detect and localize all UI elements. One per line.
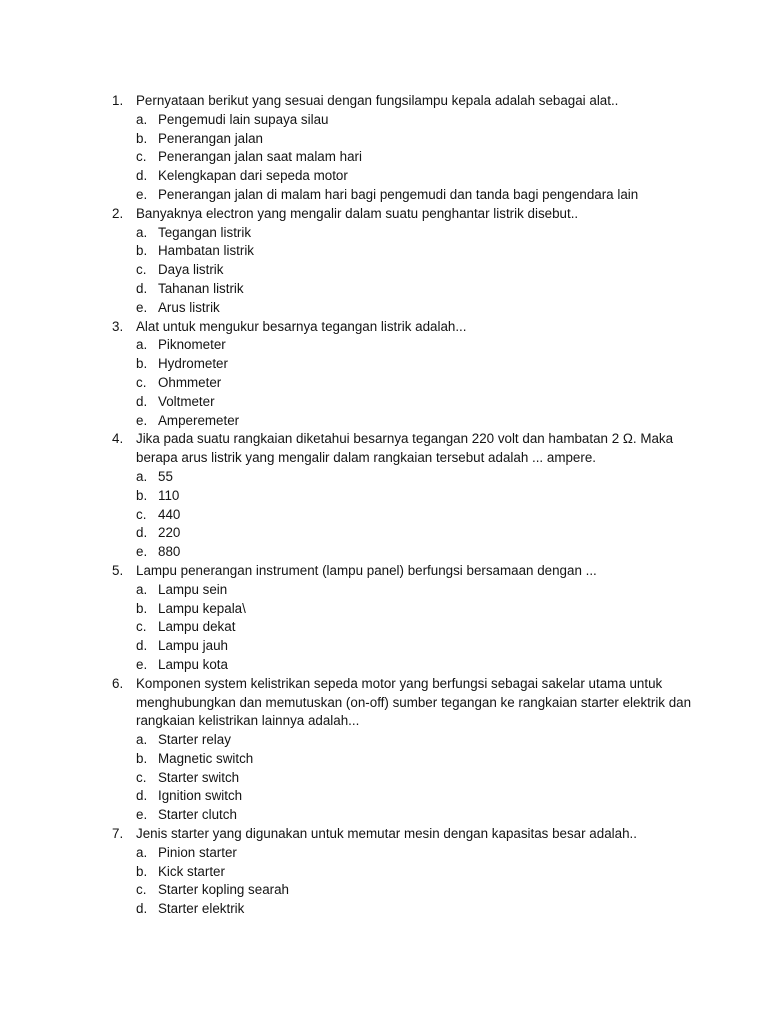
option-text: Tegangan listrik (158, 224, 252, 240)
option-letter: b. (136, 487, 148, 503)
option-text: Kick starter (158, 863, 225, 879)
question-number: 2. (112, 205, 124, 221)
answer-option (0, 487, 768, 506)
option-text: 440 (158, 506, 181, 522)
question-number: 3. (112, 318, 124, 334)
answer-option (0, 581, 768, 600)
answer-option (0, 600, 768, 619)
option-text: Penerangan jalan saat malam hari (158, 149, 362, 165)
question-line (0, 92, 768, 111)
question-item (0, 562, 768, 675)
option-letter: a. (136, 732, 148, 748)
question-text: menghubungkan dan memutuskan (on-off) sumber tegangan ke rangkaian starter elektrik dan (136, 694, 692, 710)
answer-option (0, 543, 768, 562)
option-text: Daya listrik (158, 262, 224, 278)
answer-option (0, 806, 768, 825)
answer-option (0, 261, 768, 280)
question-text: rangkaian kelistrikan lainnya adalah... (136, 713, 360, 729)
question-text: berapa arus listrik yang mengalir dalam rangkaian tersebut adalah ... ampere. (136, 450, 596, 466)
question-number: 4. (112, 431, 124, 447)
option-text: Hambatan listrik (158, 243, 254, 259)
answer-option (0, 412, 768, 431)
answer-option (0, 355, 768, 374)
option-text: Ignition switch (158, 788, 243, 804)
question-text: Komponen system kelistrikan sepeda motor yang berfungsi sebagai sakelar utama untuk (136, 675, 663, 691)
question-line (0, 712, 768, 731)
option-letter: a. (136, 111, 148, 127)
question-text: Jika pada suatu rangkaian diketahui besarnya tegangan 220 volt dan hambatan 2 Ω. Maka (136, 431, 674, 447)
answer-option (0, 280, 768, 299)
option-text: 110 (158, 487, 180, 503)
answer-option (0, 242, 768, 261)
option-letter: c. (136, 769, 147, 785)
option-letter: b. (136, 130, 148, 146)
question-text: Banyaknya electron yang mengalir dalam suatu penghantar listrik disebut.. (136, 205, 579, 221)
question-sheet (0, 92, 768, 919)
option-text: Pinion starter (158, 844, 237, 860)
answer-option (0, 148, 768, 167)
answer-option (0, 637, 768, 656)
answer-option (0, 750, 768, 769)
option-letter: b. (136, 243, 148, 259)
option-letter: d. (136, 393, 148, 409)
answer-option (0, 618, 768, 637)
answer-option (0, 881, 768, 900)
option-letter: e. (136, 412, 148, 428)
option-text: Lampu dekat (158, 619, 236, 635)
option-letter: d. (136, 280, 148, 296)
option-letter: b. (136, 356, 148, 372)
answer-option (0, 731, 768, 750)
option-text: Lampu sein (158, 581, 228, 597)
option-text: Voltmeter (158, 393, 215, 409)
question-item (0, 825, 768, 919)
option-letter: e. (136, 186, 148, 202)
question-text: Lampu penerangan instrument (lampu panel) berfungsi bersamaan dengan ... (136, 562, 597, 578)
answer-option (0, 336, 768, 355)
option-text: 880 (158, 544, 181, 560)
answer-option (0, 656, 768, 675)
option-letter: c. (136, 149, 147, 165)
question-number: 6. (112, 675, 124, 691)
question-item (0, 92, 768, 205)
question-item (0, 430, 768, 562)
option-text: 55 (158, 468, 173, 484)
option-letter: a. (136, 468, 148, 484)
question-line (0, 825, 768, 844)
option-text: Piknometer (158, 337, 226, 353)
answer-option (0, 130, 768, 149)
question-text: Alat untuk mengukur besarnya tegangan listrik adalah... (136, 318, 467, 334)
option-letter: c. (136, 374, 147, 390)
option-letter: e. (136, 807, 148, 823)
option-letter: a. (136, 224, 148, 240)
answer-option (0, 787, 768, 806)
option-text: Starter clutch (158, 807, 237, 823)
answer-option (0, 299, 768, 318)
question-number: 5. (112, 562, 124, 578)
question-text: Pernyataan berikut yang sesuai dengan fungsilampu kepala adalah sebagai alat.. (136, 93, 619, 108)
option-text: Penerangan jalan (158, 130, 263, 146)
question-item (0, 205, 768, 318)
answer-option (0, 224, 768, 243)
answer-option (0, 863, 768, 882)
answer-option (0, 900, 768, 919)
question-line (0, 449, 768, 468)
answer-option (0, 167, 768, 186)
option-text: Starter kopling searah (158, 882, 290, 898)
answer-option (0, 468, 768, 487)
option-letter: d. (136, 168, 148, 184)
option-text: Lampu jauh (158, 638, 228, 654)
option-letter: e. (136, 299, 148, 315)
option-letter: c. (136, 506, 147, 522)
question-line (0, 675, 768, 694)
answer-option (0, 769, 768, 788)
option-text: Kelengkapan dari sepeda motor (158, 168, 348, 184)
option-letter: b. (136, 600, 148, 616)
question-number: 1. (112, 93, 124, 108)
answer-option (0, 111, 768, 130)
option-letter: a. (136, 844, 148, 860)
option-letter: d. (136, 525, 148, 541)
answer-option (0, 393, 768, 412)
question-number: 7. (112, 826, 124, 842)
option-letter: b. (136, 750, 148, 766)
option-letter: c. (136, 619, 147, 635)
option-text: Hydrometer (158, 356, 228, 372)
question-line (0, 694, 768, 713)
question-line (0, 562, 768, 581)
option-text: Lampu kepala\ (158, 600, 246, 616)
option-letter: c. (136, 262, 147, 278)
option-letter: a. (136, 581, 148, 597)
option-letter: e. (136, 544, 148, 560)
option-letter: e. (136, 656, 148, 672)
option-text: 220 (158, 525, 181, 541)
answer-option (0, 524, 768, 543)
option-letter: b. (136, 863, 148, 879)
question-item (0, 675, 768, 825)
option-letter: d. (136, 788, 148, 804)
question-text: Jenis starter yang digunakan untuk memutar mesin dengan kapasitas besar adalah.. (136, 826, 637, 842)
option-text: Arus listrik (158, 299, 220, 315)
option-letter: a. (136, 337, 148, 353)
option-text: Starter elektrik (158, 901, 245, 917)
option-letter: d. (136, 638, 148, 654)
option-letter: d. (136, 901, 148, 917)
option-text: Tahanan listrik (158, 280, 244, 296)
option-text: Magnetic switch (158, 750, 254, 766)
answer-option (0, 186, 768, 205)
option-text: Starter switch (158, 769, 240, 785)
question-line (0, 430, 768, 449)
option-text: Lampu kota (158, 656, 228, 672)
option-text: Starter relay (158, 732, 231, 748)
option-text: Penerangan jalan di malam hari bagi pengemudi dan tanda bagi pengendara lain (158, 186, 639, 202)
question-line (0, 318, 768, 337)
question-item (0, 318, 768, 431)
question-line (0, 205, 768, 224)
option-letter: c. (136, 882, 147, 898)
option-text: Ohmmeter (158, 374, 222, 390)
option-text: Amperemeter (158, 412, 240, 428)
answer-option (0, 844, 768, 863)
answer-option (0, 374, 768, 393)
answer-option (0, 506, 768, 525)
option-text: Pengemudi lain supaya silau (158, 111, 329, 127)
